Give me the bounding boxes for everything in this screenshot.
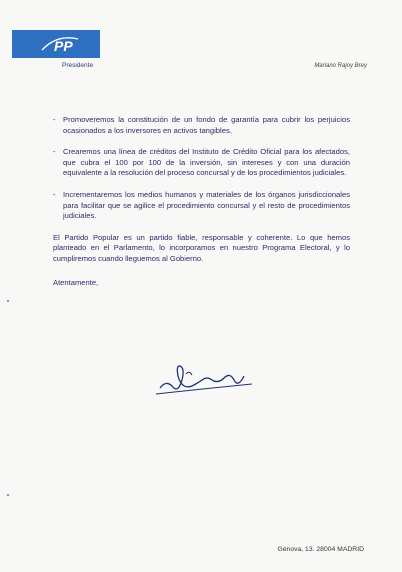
- president-label: Presidente: [62, 62, 94, 69]
- bullet-dash: -: [53, 115, 56, 124]
- bullet-text: Crearemos una línea de créditos del Instituto de Crédito Oficial para los afectados, que cubra el 100 por 100 de la inversión, sin intereses y con una duración equivalente a la resolución del proceso concursal y de los procedimientos judiciales.: [63, 147, 350, 178]
- letter-body: [53, 115, 350, 288]
- author-name: Mariano Rajoy Brey: [314, 63, 367, 69]
- party-logo: [12, 30, 100, 58]
- salutation: Atentamente,: [53, 277, 99, 287]
- signature-icon: [152, 350, 262, 400]
- margin-mark: [7, 300, 9, 302]
- margin-mark: [7, 494, 9, 496]
- bullet-item: [53, 147, 350, 179]
- bullet-list: [53, 115, 350, 222]
- bullet-text: Promoveremos la constitución de un fondo de garantía para cubrir los perjuicios ocasionados a los inversores en activos tangibles.: [63, 115, 350, 135]
- bullet-text: Incrementaremos los medios humanos y materiales de los órganos jurisdiccionales para facilitar que se agilice el procedimiento concursal y el resto de procedimientos judiciales.: [63, 189, 350, 221]
- pp-logo-icon: [12, 30, 100, 58]
- closing-paragraph: El Partido Popular es un partido fiable, responsable y coherente. Lo que hemos planteado en el Parlamento, lo incorporamos en nuestro Programa Electoral, y lo cumpliremos cuando lleguemos al Gobierno.: [53, 232, 350, 263]
- bullet-dash: -: [53, 189, 56, 199]
- footer-address: Génova, 13. 28004 MADRID: [277, 546, 364, 553]
- bullet-item: [53, 189, 350, 222]
- logo-text: PP: [54, 38, 73, 54]
- bullet-item: [53, 115, 350, 136]
- bullet-dash: -: [53, 147, 56, 157]
